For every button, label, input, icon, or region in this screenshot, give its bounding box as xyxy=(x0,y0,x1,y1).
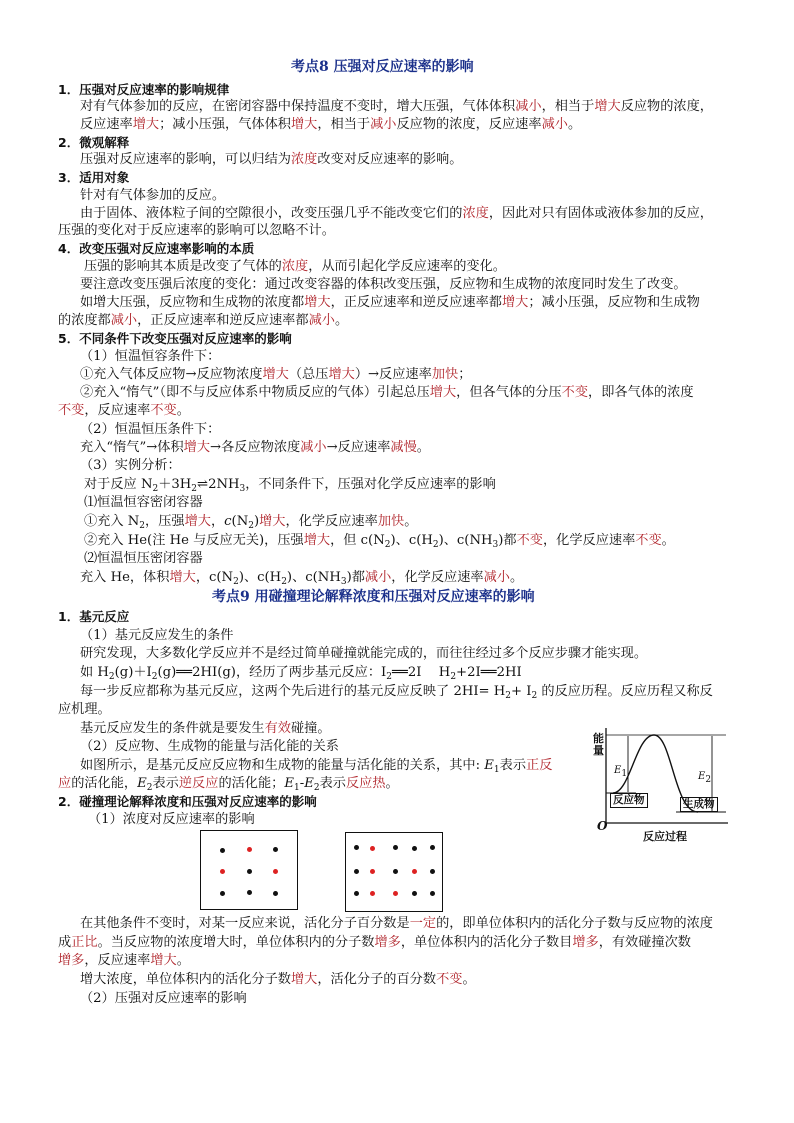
s5-p10: ①充入 $N_2$，压强增大，$c(N_2)$增大，化学反应速率加快。 xyxy=(84,514,418,531)
heading-1: 1．压强对反应速率的影响规律 xyxy=(58,82,230,97)
active-molecule-dot xyxy=(370,846,375,851)
paragraph-3-line-2: 由于固体、液体粒子间的空隙很小，改变压强几乎不能改变它们的浓度，因此对只有固体或液体参加的反应， xyxy=(80,206,713,221)
paragraph-4-line-2: 要注意改变压强后浓度的变化：通过改变容器的体积改变压强，反应物和生成物的浓度同时发生了改变。 xyxy=(80,277,687,292)
b2-q1: 在其他条件不变时，对某一反应来说，活化分子百分数是一定的，即单位体积内的活化分子数与反应物的浓度 xyxy=(80,916,713,931)
active-molecule-dot xyxy=(220,869,225,874)
b1-p1: （1）基元反应发生的条件 xyxy=(80,628,234,643)
molecule-dot xyxy=(430,869,435,874)
heading-9-2: 2．碰撞理论解释浓度和压强对反应速率的影响 xyxy=(58,794,317,809)
molecule-dot xyxy=(393,869,398,874)
b1-p3: 如 $H_2(g)+I_2(g)══2HI(g)$，经历了两步基元反应：$I_2══2I$ $H_2+2I══2HI$ xyxy=(80,665,522,682)
s5-p5: （2）恒温恒压条件下： xyxy=(80,422,221,437)
paragraph-4-line-3: 如增大压强，反应物和生成物的浓度都增大，正反应速率和逆反应速率都增大；减小压强，反应物和生成物 xyxy=(80,295,700,310)
origin-label: O xyxy=(597,819,608,833)
b1-p8: 如图所示，是基元反应反应物和生成物的能量与活化能的关系，其中: $E_1$表示正反 xyxy=(80,758,553,775)
molecule-dot xyxy=(430,891,435,896)
s5-p7: （3）实例分析： xyxy=(80,458,181,473)
molecule-dot xyxy=(412,891,417,896)
b2-q3: 增多，反应速率增大。 xyxy=(58,953,190,968)
active-molecule-dot xyxy=(370,891,375,896)
molecule-dot xyxy=(247,890,252,895)
molecule-dot xyxy=(247,869,252,874)
paragraph-3-line-3: 压强的变化对于反应速率的影响可以忽略不计。 xyxy=(58,223,335,238)
molecule-dot xyxy=(273,847,278,852)
paragraph-2: 压强对反应速率的影响，可以归结为浓度改变对反应速率的影响。 xyxy=(80,152,463,167)
heading-3: 3．适用对象 xyxy=(58,170,130,185)
heading-5: 5．不同条件下改变压强对反应速率的影响 xyxy=(58,331,292,346)
molecule-dot xyxy=(430,845,435,850)
e1-label: E1 xyxy=(614,765,628,779)
b1-p9: 应的活化能，$E_2$表示逆反应的活化能；$E_1-E_2$表示反应热。 xyxy=(58,776,399,793)
y-label-top: 能 xyxy=(593,732,604,745)
paragraph-1-line-2: 反应速率增大；减小压强，气体体积增大，相当于减小反应物的浓度，反应速率减小。 xyxy=(80,117,582,132)
s5-p4: 不变，反应速率不变。 xyxy=(58,403,190,418)
molecule-box-low xyxy=(200,830,298,910)
e2-label: E2 xyxy=(698,771,712,785)
molecule-dot xyxy=(354,891,359,896)
active-molecule-dot xyxy=(273,869,278,874)
b1-p2: 研究发现，大多数化学反应并不是经过简单碰撞就能完成的，而往往经过多个反应步骤才能实现。 xyxy=(80,646,648,661)
b2-q2: 成正比。当反应物的浓度增大时，单位体积内的分子数增多，单位体积内的活化分子数目增多，有效碰撞次数 xyxy=(58,935,691,950)
b2-q5: （2）压强对反应速率的影响 xyxy=(80,991,247,1006)
energy-diagram xyxy=(588,718,738,846)
s5-p12: ⑵恒温恒压密闭容器 xyxy=(84,551,203,566)
s5-p1: （1）恒温恒容条件下： xyxy=(80,349,221,364)
s5-p6: 充入“惰气”→体积增大→各反应物浓度减小→反应速率减慢。 xyxy=(80,440,430,455)
heading-9-1: 1．基元反应 xyxy=(58,609,130,624)
s5-p9: ⑴恒温恒容密闭容器 xyxy=(84,495,203,510)
active-molecule-dot xyxy=(370,869,375,874)
reactant-label: 反应物 xyxy=(610,793,648,808)
molecule-dot xyxy=(412,846,417,851)
paragraph-1-line-1: 对有气体参加的反应，在密闭容器中保持温度不变时，增大压强，气体体积减小，相当于增大反应物的浓度， xyxy=(80,99,713,114)
s5-p3: ②充入“惰气”（即不与反应体系中物质反应的气体）引起总压增大，但各气体的分压不变，即各气体的浓度 xyxy=(80,385,694,400)
title-8: 考点8 压强对反应速率的影响 xyxy=(291,59,474,75)
molecule-dot xyxy=(393,845,398,850)
molecule-box-high xyxy=(345,832,443,912)
paragraph-4-line-1: 压强的影响其本质是改变了气体的浓度，从而引起化学反应速率的变化。 xyxy=(84,259,506,274)
paragraph-3-line-1: 针对有气体参加的反应。 xyxy=(80,188,226,203)
b1-p5: 应机理。 xyxy=(58,702,111,717)
active-molecule-dot xyxy=(247,847,252,852)
s5-p13: 充入 He，体积增大，$c(N_2)$、$c(H_2)$、$c(NH_3)$都减小，化学反应速率减小。 xyxy=(80,570,524,587)
x-label: 反应过程 xyxy=(643,830,687,843)
b1-p7: （2）反应物、生成物的能量与活化能的关系 xyxy=(80,739,339,754)
active-molecule-dot xyxy=(393,891,398,896)
product-label: 生成物 xyxy=(680,797,718,812)
active-molecule-dot xyxy=(412,869,417,874)
b2-p1: （1）浓度对反应速率的影响 xyxy=(88,812,255,827)
y-label-bottom: 量 xyxy=(593,744,604,757)
b1-p4: 每一步反应都称为基元反应，这两个先后进行的基元反应反映了 $2HI= H_2+ I_2$ 的反应历程。反应历程又称反 xyxy=(80,684,713,701)
molecule-dot xyxy=(354,869,359,874)
paragraph-4-line-4: 的浓度都减小，正反应速率和逆反应速率都减小。 xyxy=(58,313,349,328)
s5-p11: ②充入 He(注 He 与反应无关)，压强增大，但 $c(N_2)$、$c(H_2)$、$c(NH_3)$都不变，化学反应速率不变。 xyxy=(84,533,675,550)
molecule-dot xyxy=(220,848,225,853)
b1-p6: 基元反应发生的条件就是要发生有效碰撞。 xyxy=(80,721,331,736)
s5-p8: 对于反应 $N_2+3H_2\rightleftharpoons 2NH_3$，不同条件下，压强对化学反应速率的影响 xyxy=(84,477,496,494)
s5-p2: ①充入气体反应物→反应物浓度增大（总压增大）→反应速率加快； xyxy=(80,367,472,382)
heading-2: 2．微观解释 xyxy=(58,135,130,150)
molecule-dot xyxy=(354,845,359,850)
molecule-dot xyxy=(220,891,225,896)
b2-q4: 增大浓度，单位体积内的活化分子数增大，活化分子的百分数不变。 xyxy=(80,972,476,987)
heading-4: 4．改变压强对反应速率影响的本质 xyxy=(58,241,255,256)
title-9: 考点9 用碰撞理论解释浓度和压强对反应速率的影响 xyxy=(212,589,535,605)
molecule-dot xyxy=(273,891,278,896)
